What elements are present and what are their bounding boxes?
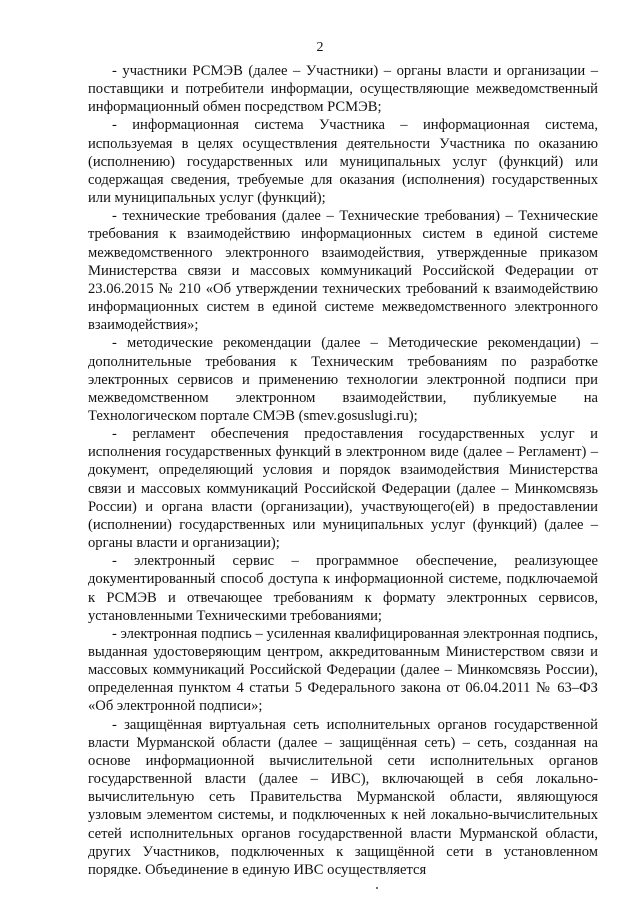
page-number: 2 xyxy=(316,40,324,55)
definition-electronic-service: - электронный сервис – программное обеспечение, реализующее документированный способ доступа к информационной системе, подключаемой к РСМЭВ и отвечающее требованиям к формату электронных сервисов, установленными Техническими требованиями; xyxy=(88,553,598,624)
scan-speck xyxy=(376,887,378,889)
definition-methodical-recommendations: - методические рекомендации (далее – Методические рекомендации) – дополнительные требования к Техническим требованиям по разработке электронных сервисов и применению технологии электронной подписи при межведомственном электронном взаимодействии, публикуемые на Технологическом портале СМЭВ (smev.gosuslugi.ru); xyxy=(88,335,598,424)
definition-regulation: - регламент обеспечения предоставления государственных услуг и исполнения государственных функций в электронном виде (далее – Регламент) – документ, определяющий условия и порядок взаимодействия Министерства связи и массовых коммуникаций Российской Федерации (далее – Минкомсвязь России) и органа власти (организации), участвующего(ей) в предоставлении (исполнении) государственных или муниципальных услуг (функций) (далее – органы власти и организации); xyxy=(88,426,598,552)
definition-participants: - участники РСМЭВ (далее – Участники) – органы власти и организации – поставщики и потребители информации, осуществляющие межведомственный информационный обмен посредством РСМЭВ; xyxy=(88,63,598,116)
definition-protected-network: - защищённая виртуальная сеть исполнительных органов государственной власти Мурманской области (далее – защищённая сеть) – сеть, созданная на основе информационной вычислительной сети исполнительных органов государственной власти (далее – ИВС), включающей в себя локально-вычислительную сеть Правительства Мурманской области, являющуюся узловым элементом системы, и подключенных к ней локально-вычислительных сетей исполнительных органов государственной власти Мурманской области, других Участников, подключенных к защищённой сети в установленном порядке. Объединение в единую ИВС осуществляется xyxy=(88,716,598,878)
document-body xyxy=(88,62,598,879)
definition-technical-requirements: - технические требования (далее – Технические требования) – Технические требования к взаимодействию информационных систем в единой системе межведомственного электронного взаимодействия, утвержденные приказом Министерства связи и массовых коммуникаций Российской Федерации от 23.06.2015 № 210 «Об утверждении технических требований к взаимодействию информационных систем в единой системе межведомственного электронного взаимодействия»; xyxy=(88,208,598,334)
definition-electronic-signature: - электронная подпись – усиленная квалифицированная электронная подпись, выданная удостоверяющим центром, аккредитованным Министерством связи и массовых коммуникаций Российской Федерации (далее – Минкомсвязь России), определенная пунктом 4 статьи 5 Федерального закона от 06.04.2011 № 63–ФЗ «Об электронной подписи»; xyxy=(88,625,598,715)
definition-information-system: - информационная система Участника – информационная система, используемая в целях осуществления деятельности Участника по оказанию (исполнению) государственных или муниципальных услуг (функций) или содержащая сведения, требуемые для оказания (исполнения) государственных или муниципальных услуг (функций); xyxy=(88,117,598,207)
